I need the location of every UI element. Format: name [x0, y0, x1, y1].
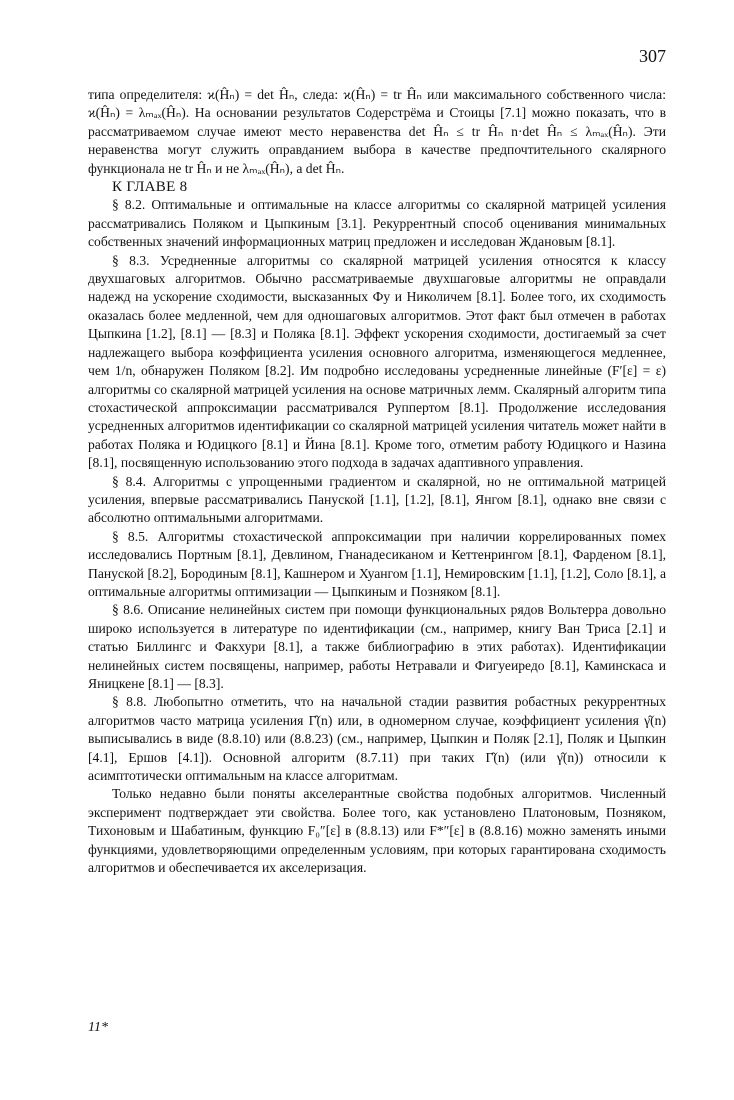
- continued-paragraph: типа определителя: ϰ(Ĥₙ) = det Ĥₙ, следа: ϰ(Ĥₙ) = tr Ĥₙ или максимального собственного числа: ϰ(Ĥₙ) = λₘₐₓ(Ĥₙ). На основании результатов Содерстрёма и Стоицы [7.1] можно показать, что в рассматриваемом случае имеют место неравенства det Ĥₙ ≤ tr Ĥₙ n·det Ĥₙ ≤ λₘₐₓ(Ĥₙ). Эти неравенства могут служить оправданием выбора в качестве предпочтительного скалярного функционала не tr Ĥₙ и не λₘₐₓ(Ĥₙ), а det Ĥₙ.: [88, 87, 666, 176]
- paragraph-section-8-5: § 8.5. Алгоритмы стохастической аппроксимации при наличии коррелированных помех исследовались Портным [8.1], Девлином, Гнанадесиканом и Кеттенрингом [8.1], Фарденом [8.1], Пануской [8.2], Бородиным [8.1], Кашнером и Хуангом [1.1], Немировским [1.1], [1.2], Соло [8.1], а оптимальные алгоритмы оптимизации — Цыпкиным и Позняком [8.1].: [88, 528, 666, 599]
- body-text: [88, 86, 666, 877]
- page-number: 307: [639, 46, 666, 66]
- paragraph-section-8-2: § 8.2. Оптимальные и оптимальные на классе алгоритмы со скалярной матрицей усиления рассматривались Поляком и Цыпкиным [3.1]. Рекуррентный способ оценивания минимальных собственных значений информационных матриц предложен и исследован Ждановым [8.1].: [88, 197, 666, 250]
- signature-mark: 11*: [88, 1020, 108, 1035]
- paragraph-section-8-3: § 8.3. Усредненные алгоритмы со скалярной матрицей усиления относятся к классу двухшаговых алгоритмов. Обычно рассматриваемые двухшаговые алгоритмы не оправдали надежд на ускорение сходимости, высказанных Фу и Николичем [8.1]. Более того, их сходимость оказалась более медленной, чем для одношаговых алгоритмов. Этот факт был отмечен в работах Цыпкина [1.2], [8.1] — [8.3] и Поляка [8.1]. Эффект ускорения сходимости, достигаемый за счет надлежащего выбора коэффициента усиления основного алгоритма, изменяющегося медленнее, чем 1/n, обнаружен Поляком [8.2]. Им подробно исследованы усредненные линейные (F′[ε] = ε) алгоритмы со скалярной матрицей усиления на основе матричных лемм. Скалярный алгоритм типа стохастической аппроксимации рассматривался Руппертом [8.1]. Продолжение исследования усредненных алгоритмов идентификации со скалярной матрицей усиления читатель может найти в работах Поляка и Юдицкого [8.1] и Йина [8.1]. Кроме того, отметим работу Юдицкого и Назина [8.1], посвященную использованию этого подхода в задачах адаптивного управления.: [88, 252, 666, 471]
- paragraph-section-8-8: § 8.8. Любопытно отметить, что на начальной стадии развития робастных рекуррентных алгоритмов часто матрица усиления Γ̂(n) или, в одномерном случае, коэффициент усиления γ̂(n) выписывались в виде (8.8.10) или (8.8.23) (см., например, Цыпкин и Поляк [2.1], Поляк и Цыпкин [4.1], Ершов [4.1]). Основной алгоритм (8.7.11) при таких Γ̂(n) (или γ̂(n)) относили к асимптотически оптимальным на классе алгоритмам.: [88, 694, 666, 784]
- chapter-heading: К ГЛАВЕ 8: [112, 179, 188, 196]
- paragraph-section-8-6: § 8.6. Описание нелинейных систем при помощи функциональных рядов Вольтерра довольно широко используется в литературе по идентификации (см., например, книгу Ван Триса [2.1] и статью Биллингс и Факхури [8.1], а также библиографию в этих работах). Идентификации нелинейных систем посвящены, например, работы Нетравали и Фигуеиредо [8.1], Каминскаса и Яницкене [8.1] — [8.3].: [88, 602, 666, 691]
- paragraph-acceleration: Только недавно были поняты акселерантные свойства подобных алгоритмов. Численный эксперимент подтверждает эти свойства. Более того, как установлено Платоновым, Позняком, Тихоновым и Шабатиным, функцию F₀″[ε] в (8.8.13) или F*″[ε] в (8.8.16) можно заменять иными функциями, удовлетворяющими определенным условиям, при которых гарантирована сходимость алгоритмов и обеспечивается их акселеризация.: [88, 786, 666, 876]
- paragraph-section-8-4: § 8.4. Алгоритмы с упрощенными градиентом и скалярной, но не оптимальной матрицей усиления, впервые рассматривались Пануской [1.1], [1.2], [8.1], Янгом [8.1], однако вне связи с абсолютно оптимальными алгоритмами.: [88, 473, 666, 526]
